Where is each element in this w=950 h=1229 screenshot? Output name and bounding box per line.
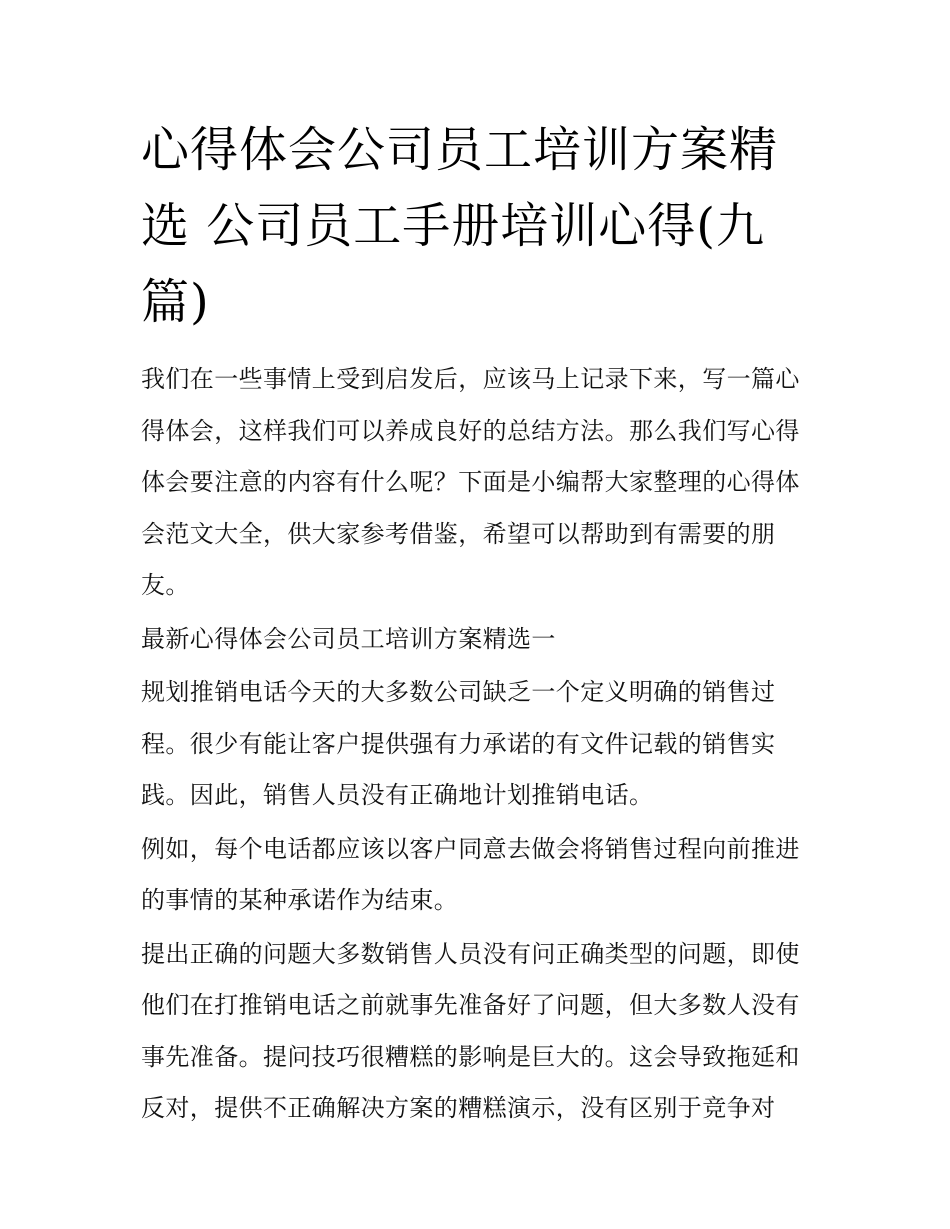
document-title: 心得体会公司员工培训方案精选 公司员工手册培训心得(九篇): [141, 122, 779, 330]
body-paragraph: 例如，每个电话都应该以客户同意去做会将销售过程向前推进的事情的某种承诺作为结束。: [141, 834, 800, 914]
body-paragraph: 规划推销电话今天的大多数公司缺乏一个定义明确的销售过程。很少有能让客户提供强有力承诺的有文件记载的销售实践。因此，销售人员没有正确地计划推销电话。: [141, 678, 776, 809]
document-page: [141, 112, 813, 1137]
section-heading: 最新心得体会公司员工培训方案精选一: [141, 624, 556, 653]
intro-paragraph: 我们在一些事情上受到启发后，应该马上记录下来，写一篇心得体会，这样我们可以养成良好的总结方法。那么我们写心得体会要注意的内容有什么呢？下面是小编帮大家整理的心得体会范文大全，供大家参考借鉴，希望可以帮助到有需要的朋友。: [141, 365, 800, 599]
body-paragraph: 提出正确的问题大多数销售人员没有问正确类型的问题，即使他们在打推销电话之前就事先准备好了问题，但大多数人没有事先准备。提问技巧很糟糕的影响是巨大的。这会导致拖延和反对，提供不正确解决方案的糟糕演示，没有区别于竞争对: [141, 939, 800, 1122]
